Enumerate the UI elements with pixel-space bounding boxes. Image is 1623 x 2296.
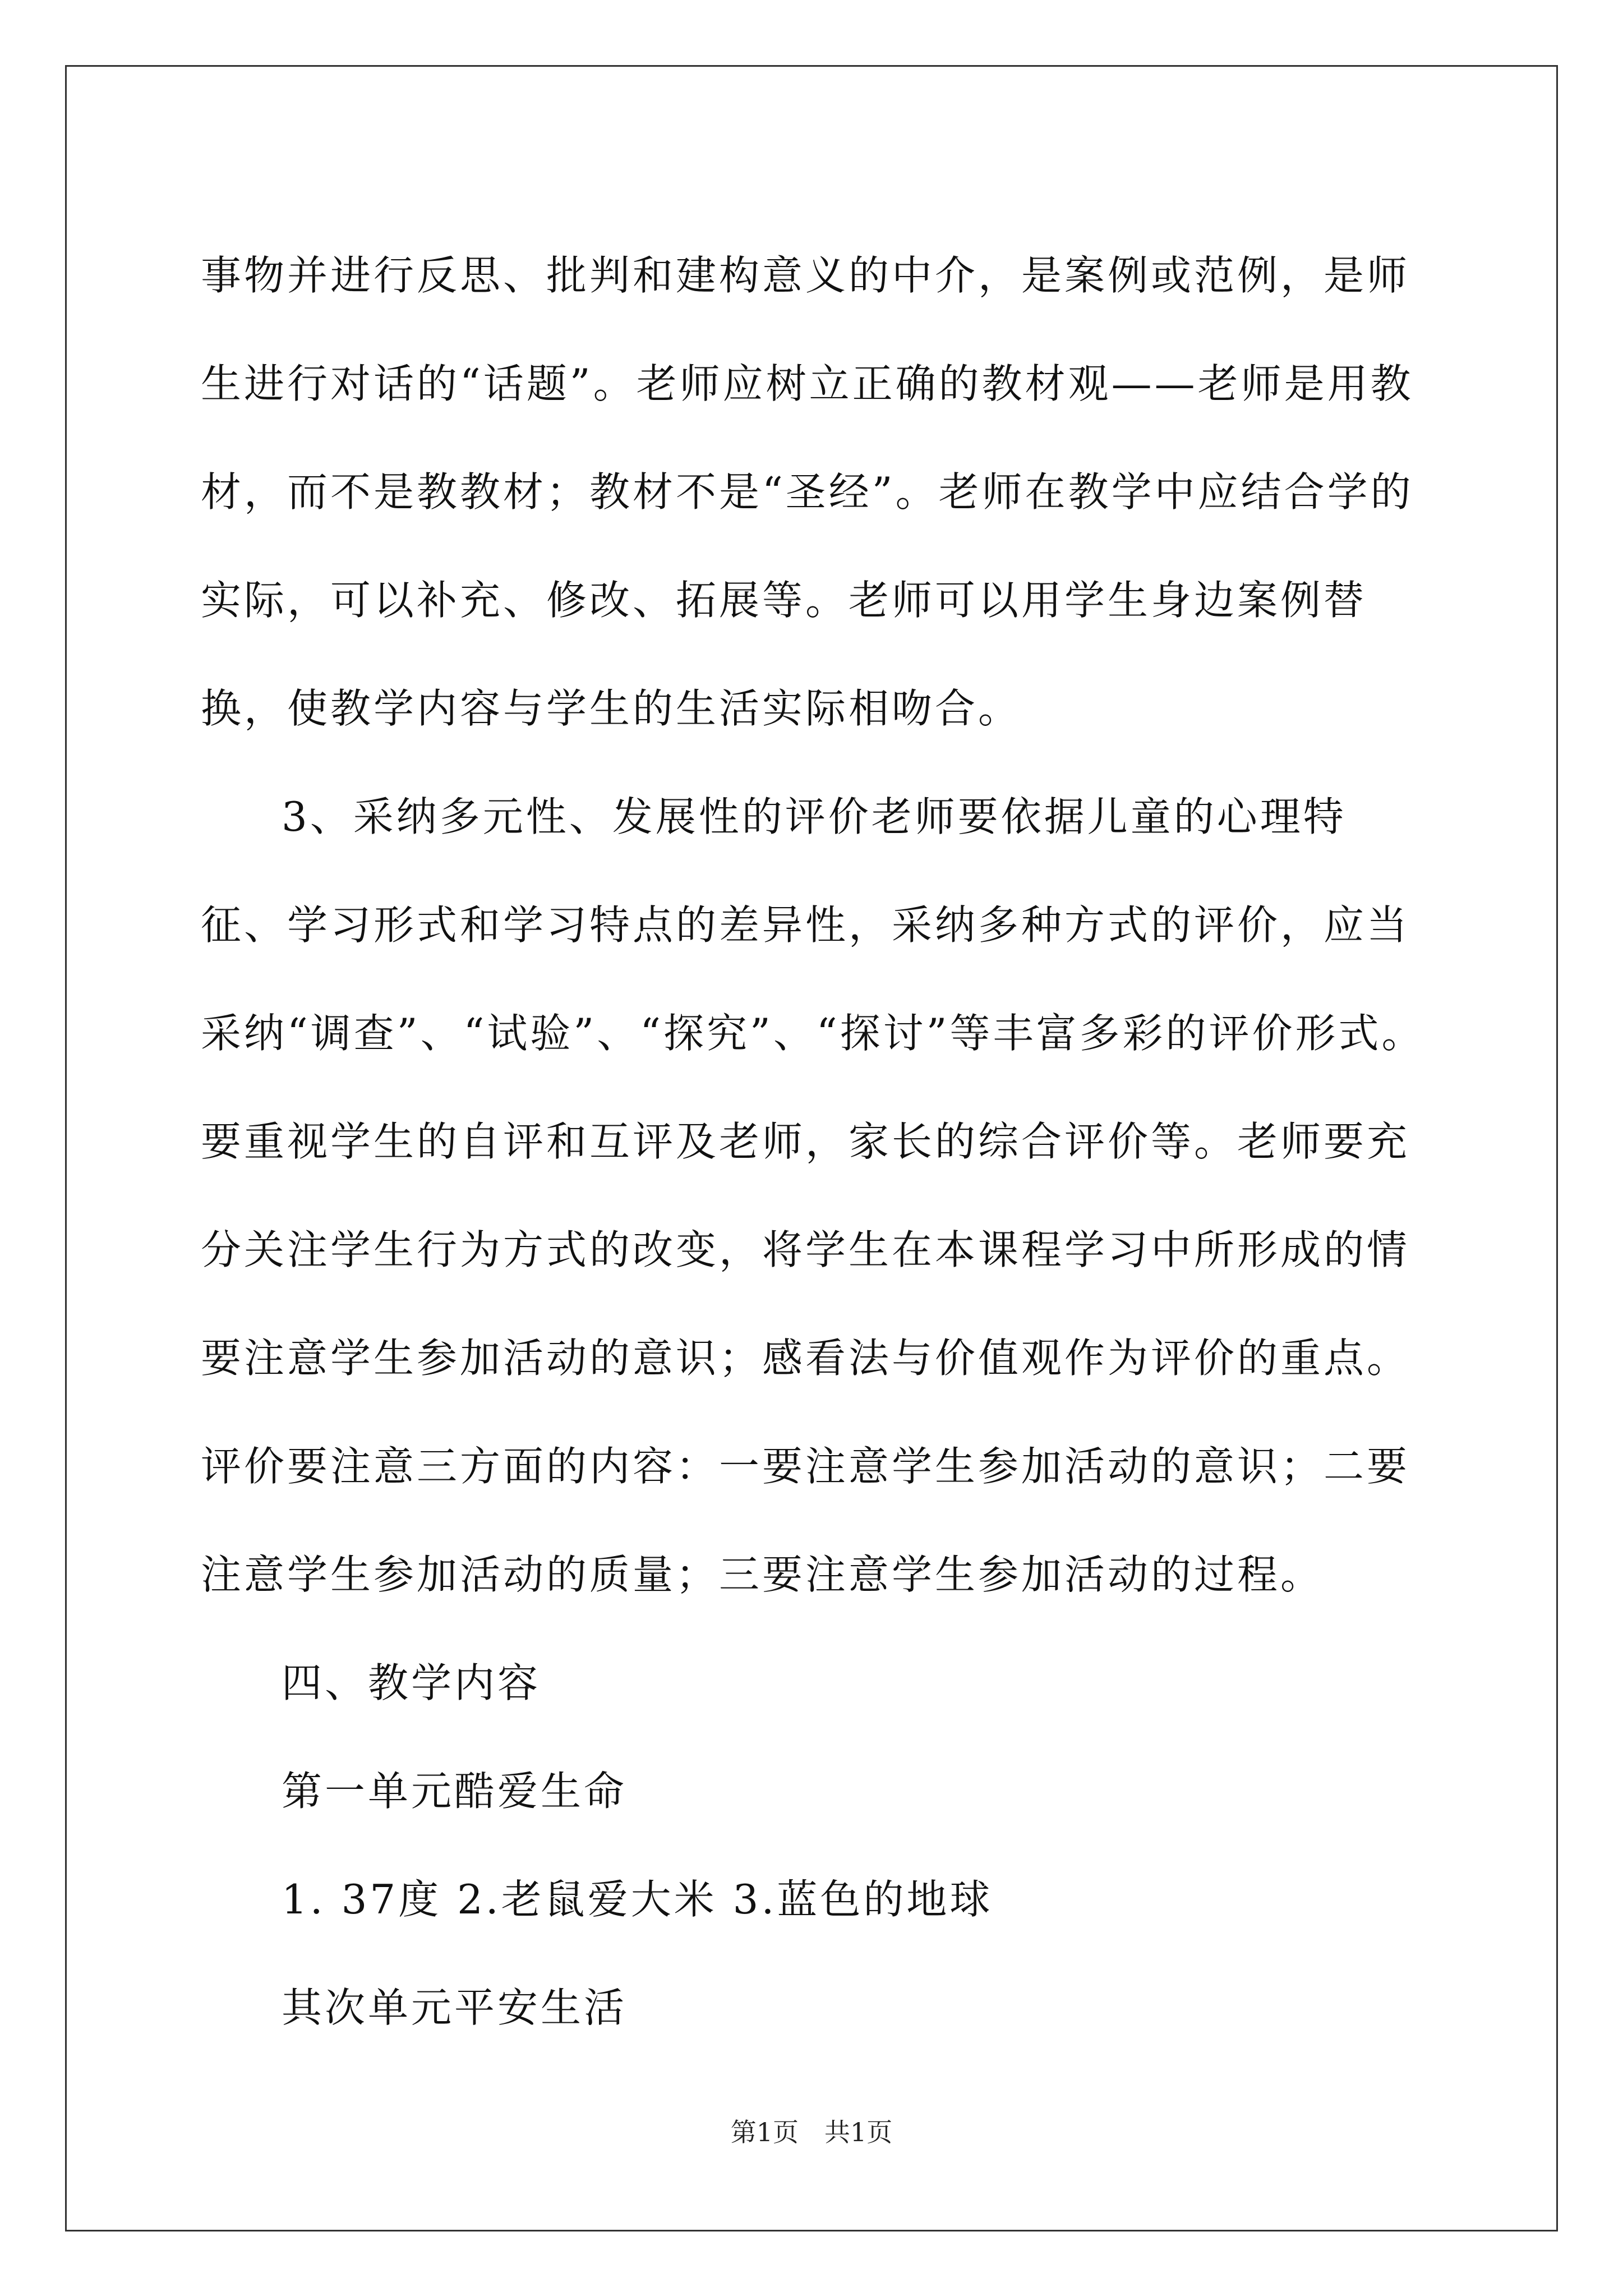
paragraph-evaluation: 3、采纳多元性、发展性的评价老师要依据儿童的心理特征、学习形式和学习特点的差异性，采纳多种方式的评价，应当采纳“调查”、“试验”、“探究”、“探讨”等丰富多彩的评价形式。要重视学生的自评和互评及老师，家长的综合评价等。老师要充分关注学生行为方式的改变，将学生在本课程学习中所形成的情要注意学生参加活动的意识；感看法与价值观作为评价的重点。评价要注意三方面的内容：一要注意学生参加活动的意识；二要注意学生参加活动的质量；三要注意学生参加活动的过程。 <box>201 793 1425 1598</box>
unit-one-lessons: 1. 37度 2.老鼠爱大米 3.蓝色的地球 <box>282 1876 993 1923</box>
document-body <box>201 222 1429 2062</box>
unit-two-title: 其次单元平安生活 <box>282 1984 628 2031</box>
section-heading-teaching-content: 四、教学内容 <box>282 1659 541 1706</box>
unit-one-title: 第一单元酷爱生命 <box>282 1768 628 1815</box>
paragraph-teaching-materials: 事物并进行反思、批判和建构意义的中介，是案例或范例，是师生进行对话的“话题”。老师应树立正确的教材观——老师是用教材，而不是教教材；教材不是“圣经”。老师在教学中应结合学的实际，可以补充、修改、拓展等。老师可以用学生身边案例替换，使教学内容与学生的生活实际相吻合。 <box>201 252 1414 732</box>
page-number-footer: 第1页 共1页 <box>730 2117 893 2147</box>
